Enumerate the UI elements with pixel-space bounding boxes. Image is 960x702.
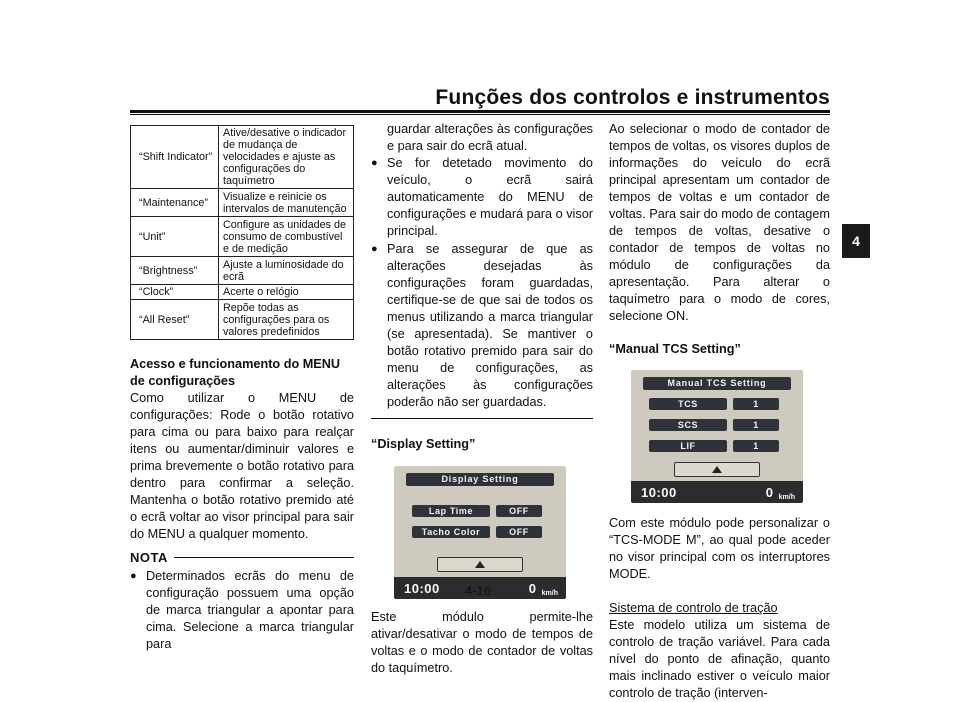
table-cell-desc: Visualize e reinicie os intervalos de manutenção <box>219 189 354 217</box>
tcs-setting-screen <box>631 370 803 503</box>
triangle-up-icon <box>475 561 485 568</box>
table-cell-item: “Maintenance” <box>131 189 219 217</box>
table-cell-desc: Acerte o relógio <box>219 285 354 300</box>
setting-label: Tacho Color <box>412 526 490 538</box>
note-header <box>130 549 354 566</box>
table-cell-item: “Shift Indicator” <box>131 126 219 189</box>
table-row <box>131 126 354 189</box>
table-cell-desc: Repõe todas as configurações para os valores predefinidos <box>219 300 354 340</box>
setting-label: LIF <box>649 440 727 452</box>
speed-readout: 0 <box>765 485 773 500</box>
header-rule <box>130 110 830 114</box>
note-rule <box>174 557 354 558</box>
display-setting-screen <box>394 466 566 599</box>
bullet-item: ● Determinados ecrãs do menu de configuração possuem uma opção de marca triangular a apontar para cima. Selecione a marca triangular para <box>130 568 354 653</box>
subsection-title: Sistema de controlo de tração <box>609 601 778 615</box>
bullet-item: ● Se for detetado movimento do veículo, o ecrã sairá automaticamente do MENU de configurações e mudará para o visor principal. <box>371 155 593 240</box>
note-end-rule <box>371 418 593 419</box>
setting-value: OFF <box>496 526 542 538</box>
speed-unit: km/h <box>541 590 558 597</box>
bullet-item: ● Para se assegurar de que as alterações desejadas às configurações foram guardadas, certifique-se de que sai de todos os menus utilizando a marca triangular (se apresentada). Se mantiver o botão rotativo premido para sair do menu de configurações, as alterações às configurações poderão não ser guardadas. <box>371 241 593 411</box>
screen-status-bar <box>631 481 803 503</box>
column-1 <box>130 125 354 654</box>
setting-label: TCS <box>649 398 727 410</box>
setting-label: Lap Time <box>412 505 490 517</box>
table-row <box>131 189 354 217</box>
section-heading: Acesso e funcionamento do MENU de configurações <box>130 357 341 388</box>
chapter-tab: 4 <box>842 224 870 258</box>
settings-table <box>130 125 354 340</box>
table-cell-item: “Clock” <box>131 285 219 300</box>
table-cell-item: “Brightness” <box>131 257 219 285</box>
paragraph: Este modelo utiliza um sistema de controlo de tração variável. Para cada nível do ponto de afinação, quanto mais inclinado estiver o veículo maior controlo de tração (interven- <box>609 618 830 700</box>
table-cell-desc: Configure as unidades de consumo de combustível e de medição <box>219 217 354 257</box>
paragraph: Este módulo permite-lhe ativar/desativar o modo de tempos de voltas e o modo de contador de voltas do taquímetro. <box>371 610 593 675</box>
back-triangle-button <box>437 557 523 572</box>
speed-readout: 0 <box>528 581 536 596</box>
table-row <box>131 217 354 257</box>
note-bullets <box>371 155 593 411</box>
paragraph: guardar alterações às configurações e para sair do ecrã atual. <box>387 122 593 153</box>
table-row <box>131 285 354 300</box>
table-row <box>131 257 354 285</box>
table-cell-desc: Ajuste a luminosidade do ecrã <box>219 257 354 285</box>
back-triangle-button <box>674 462 760 477</box>
triangle-up-icon <box>712 466 722 473</box>
page-header-title: Funções dos controlos e instrumentos <box>435 86 830 109</box>
screen-title: Manual TCS Setting <box>643 377 791 390</box>
table-cell-desc: Ative/desative o indicador de mudança de velocidades e ajuste as configurações do taquímetro <box>219 126 354 189</box>
column-3 <box>609 121 830 702</box>
setting-value: 1 <box>733 398 779 410</box>
setting-label: SCS <box>649 419 727 431</box>
setting-value: 1 <box>733 419 779 431</box>
section-title-manual-tcs: “Manual TCS Setting” <box>609 342 741 356</box>
setting-value: 1 <box>733 440 779 452</box>
table-row <box>131 300 354 340</box>
table-cell-item: “Unit” <box>131 217 219 257</box>
paragraph: Como utilizar o MENU de configurações: Rode o botão rotativo para cima ou para baixo para realçar itens ou aumentar/diminuir valores e prima brevemente o botão rotativo para dentro para confirmar a seleção. Mantenha o botão rotativo premido até o ecrã voltar ao visor principal para sair do MENU a qualquer momento. <box>130 391 354 541</box>
clock-readout: 10:00 <box>404 581 440 596</box>
paragraph: Ao selecionar o modo de contador de tempos de voltas, os visores duplos de informações do veículo do ecrã principal apresentam um contador de tempos de voltas e um contador de voltas. Para sair do modo de contagem de tempos de voltas, desative o contador de tempos de voltas no módulo de configurações da apresentação. Para alterar o taquímetro para o modo de cores, selecione ON. <box>609 122 830 323</box>
screen-title: Display Setting <box>406 473 554 486</box>
note-bullets <box>130 568 354 653</box>
table-cell-item: “All Reset” <box>131 300 219 340</box>
page-number: 4-16 <box>465 583 492 598</box>
setting-value: OFF <box>496 505 542 517</box>
section-title-display-setting: “Display Setting” <box>371 437 476 451</box>
clock-readout: 10:00 <box>641 485 677 500</box>
speed-unit: km/h <box>778 494 795 501</box>
paragraph: Com este módulo pode personalizar o “TCS-MODE M”, ao qual pode aceder no visor principal com os interruptores MODE. <box>609 516 830 581</box>
note-label: NOTA <box>130 550 168 565</box>
